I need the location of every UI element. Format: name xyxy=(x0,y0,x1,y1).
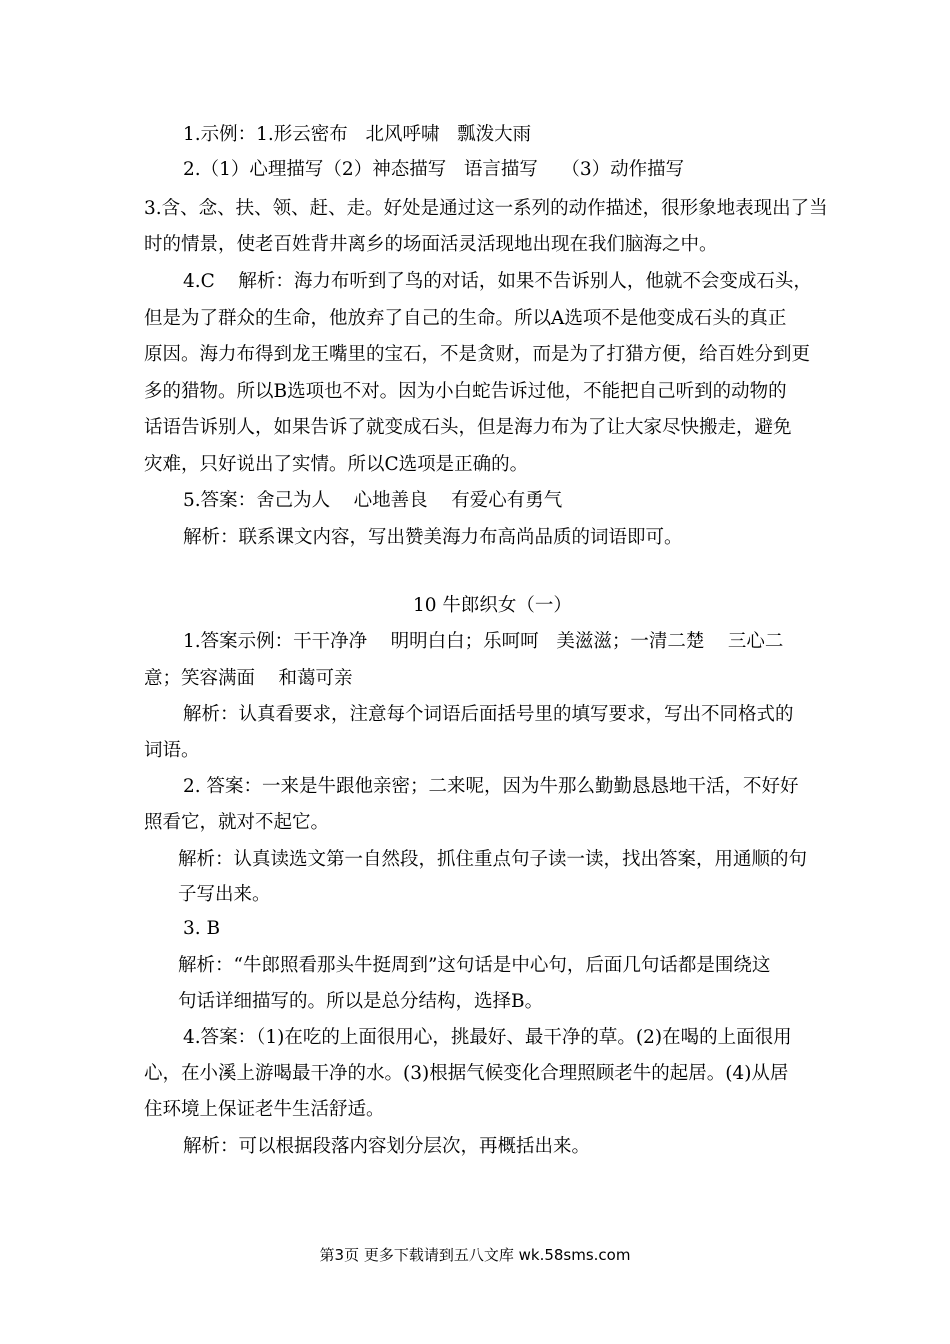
answer-line: 心，在小溪上游喝最干净的水。(3)根据气候变化合理照顾老牛的起居。(4)从居 xyxy=(144,1063,789,1084)
answer-line: 但是为了群众的生命，他放弃了自己的生命。所以A选项不是他变成石头的真正 xyxy=(144,308,787,329)
answer-line: 2. 答案：一来是牛跟他亲密；二来呢，因为牛那么勤勤恳恳地干活，不好好 xyxy=(183,776,799,797)
answer-line: 5.答案：舍己为人 心地善良 有爱心有勇气 xyxy=(183,490,563,511)
answer-line: 照看它，就对不起它。 xyxy=(144,812,330,833)
answer-line: 4.答案：（1)在吃的上面很用心，挑最好、最干净的草。(2)在喝的上面很用 xyxy=(183,1027,792,1048)
answer-line: 解析：认真读选文第一自然段，抓住重点句子读一读，找出答案，用通顺的句 xyxy=(178,849,808,870)
answer-line: 解析：可以根据段落内容划分层次，再概括出来。 xyxy=(183,1136,591,1157)
answer-line: 解析：认真看要求，注意每个词语后面括号里的填写要求，写出不同格式的 xyxy=(183,704,794,725)
answer-line: 时的情景，使老百姓背井离乡的场面活灵活现地出现在我们脑海之中。 xyxy=(144,234,718,255)
answer-line: 多的猎物。所以B选项也不对。因为小白蛇告诉过他，不能把自己听到的动物的 xyxy=(144,381,787,402)
answer-line: 话语告诉别人，如果告诉了就变成石头，但是海力布为了让大家尽快搬走，避免 xyxy=(144,417,792,438)
answer-line: 解析：“牛郎照看那头牛挺周到”这句话是中心句，后面几句话都是围绕这 xyxy=(178,955,771,976)
answer-line: 意；笑容满面 和蔼可亲 xyxy=(144,668,353,689)
page-footer: 第3页 更多下载请到五八文库 wk.58sms.com xyxy=(319,1246,631,1264)
answer-line: 解析：联系课文内容，写出赞美海力布高尚品质的词语即可。 xyxy=(183,527,683,548)
answer-line: 1.示例：1.形云密布 北风呼啸 瓢泼大雨 xyxy=(183,124,532,145)
answer-line: 2.（1）心理描写（2）神态描写 语言描写 （3）动作描写 xyxy=(183,159,685,180)
answer-line: 词语。 xyxy=(144,740,200,761)
answer-line: 句话详细描写的。所以是总分结构，选择B。 xyxy=(178,991,544,1012)
answer-line: 原因。海力布得到龙王嘴里的宝石，不是贪财，而是为了打猎方便，给百姓分到更 xyxy=(144,344,811,365)
answer-line: 1.答案示例：干干净净 明明白白；乐呵呵 美滋滋；一清二楚 三心二 xyxy=(183,631,784,652)
answer-line: 子写出来。 xyxy=(178,884,271,905)
answer-line: 住环境上保证老牛生活舒适。 xyxy=(144,1099,385,1120)
answer-line: 3. B xyxy=(183,918,221,939)
section-title: 10 牛郎织女（一） xyxy=(413,595,572,616)
answer-line: 4.C 解析：海力布听到了鸟的对话，如果不告诉别人，他就不会变成石头， xyxy=(183,271,812,292)
answer-line: 3.含、念、扶、领、赶、走。好处是通过这一系列的动作描述，很形象地表现出了当 xyxy=(144,198,828,219)
answer-line: 灾难，只好说出了实情。所以C选项是正确的。 xyxy=(144,454,529,475)
